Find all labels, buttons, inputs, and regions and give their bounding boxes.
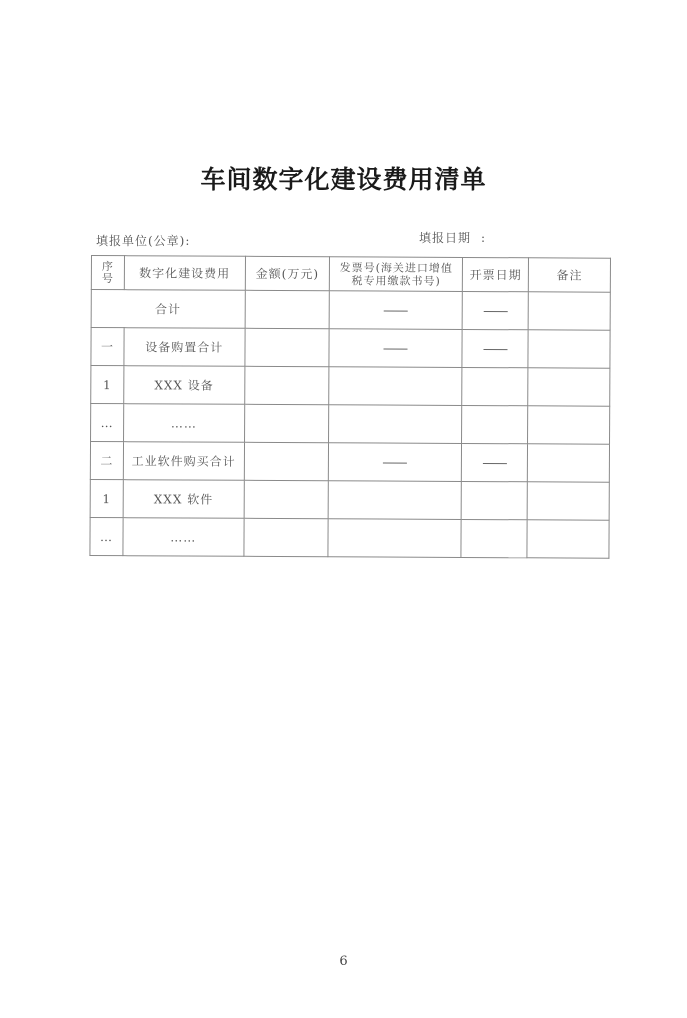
fill-date-label: 填报日期 <box>419 231 472 245</box>
cell-date <box>462 443 528 481</box>
cell-invoice <box>328 481 461 520</box>
dash-placeholder <box>483 463 507 464</box>
fill-date-colon: : <box>481 231 487 245</box>
page-number: 6 <box>339 954 348 969</box>
cell-seq: 1 <box>91 366 124 404</box>
fill-unit-label: 填报单位(公章): <box>96 234 191 248</box>
cell-remark <box>528 444 610 482</box>
table-row <box>90 517 609 558</box>
table-row-total <box>91 290 610 331</box>
cell-amount <box>244 366 329 404</box>
header-row <box>91 256 610 293</box>
cell-date <box>461 481 527 519</box>
cell-item: …… <box>123 404 244 443</box>
dash-placeholder <box>384 348 408 349</box>
cell-remark <box>527 482 609 520</box>
table-row <box>90 442 609 483</box>
cell-amount <box>244 442 329 480</box>
header-seq <box>91 256 124 290</box>
cell-date <box>462 367 528 405</box>
cell-amount <box>245 290 330 328</box>
cell-invoice <box>329 405 462 444</box>
header-seq-label: 序号 <box>101 259 114 285</box>
cell-remark <box>528 292 610 330</box>
table-row <box>90 479 609 520</box>
table-header <box>91 256 610 293</box>
cell-amount <box>244 518 329 556</box>
table-row <box>91 328 610 369</box>
dash-placeholder <box>483 311 507 312</box>
cell-date <box>462 329 528 367</box>
cell-amount <box>244 480 329 518</box>
header-invoice-label: 发票号(海关进口增值税专用缴款书号) <box>339 260 453 288</box>
cell-date <box>462 405 528 443</box>
cell-remark <box>528 368 610 406</box>
cell-date <box>461 519 527 557</box>
dash-placeholder <box>384 310 408 311</box>
cell-item: XXX 软件 <box>123 480 244 519</box>
cell-invoice <box>329 329 462 368</box>
header-date: 开票日期 <box>463 257 529 291</box>
page-title: 车间数字化建设费用清单 <box>200 165 487 194</box>
header-invoice <box>330 257 463 292</box>
cell-total-label: 合计 <box>91 290 245 329</box>
table-row <box>91 366 610 407</box>
cell-invoice <box>329 443 462 482</box>
dash-placeholder <box>383 462 407 463</box>
cell-date <box>462 291 528 329</box>
fill-date-field <box>419 229 486 246</box>
header-remark: 备注 <box>529 258 611 292</box>
header-item: 数字化建设费用 <box>124 256 245 291</box>
cell-seq: … <box>91 404 124 442</box>
cell-item: 设备购置合计 <box>124 328 245 367</box>
cost-table <box>89 255 611 559</box>
dash-placeholder <box>483 349 507 350</box>
cell-remark <box>528 330 610 368</box>
cell-seq: 二 <box>90 442 123 480</box>
cell-item: 工业软件购买合计 <box>123 442 244 481</box>
cell-amount <box>245 328 330 366</box>
cell-invoice <box>329 367 462 406</box>
table-body <box>90 290 610 559</box>
cell-seq: 1 <box>90 479 123 517</box>
cell-item: …… <box>123 518 244 557</box>
header-amount: 金额(万元) <box>245 256 330 290</box>
cell-seq: 一 <box>91 328 124 366</box>
cell-invoice <box>328 519 461 558</box>
cell-item: XXX 设备 <box>124 366 245 405</box>
cell-remark <box>527 520 609 558</box>
cell-amount <box>244 404 329 442</box>
cell-invoice <box>329 291 462 330</box>
cell-remark <box>528 406 610 444</box>
table-row <box>91 404 610 445</box>
cell-seq: … <box>90 517 123 555</box>
